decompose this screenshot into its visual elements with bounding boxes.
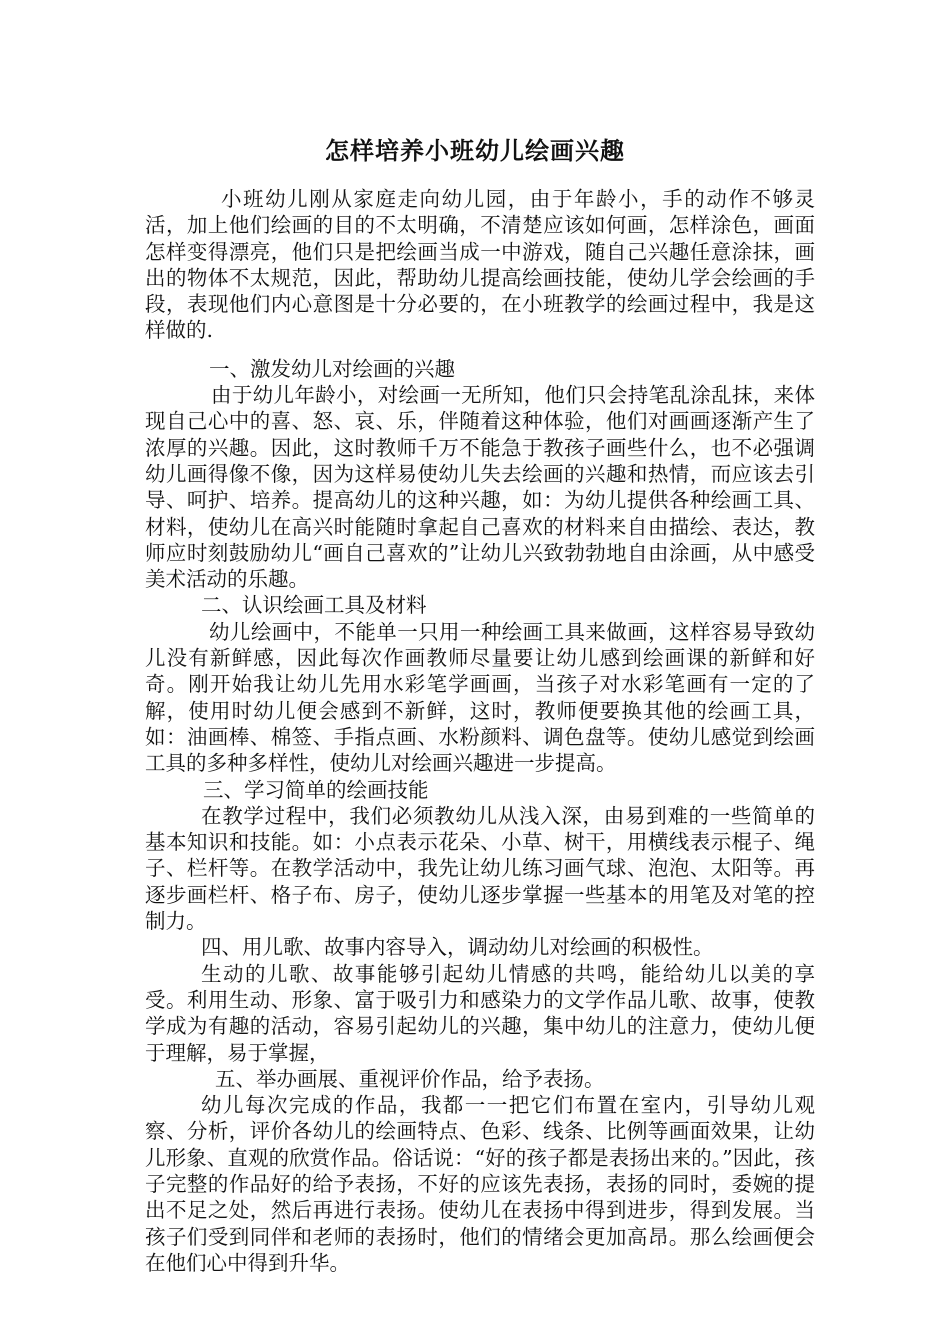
section-heading: 二、认识绘画工具及材料 [201, 593, 427, 618]
section-3 [145, 777, 815, 935]
section-2 [145, 592, 815, 776]
section-paragraph: 幼儿每次完成的作品，我都一一把它们布置在室内，引导幼儿观察、分析，评价各幼儿的绘画特点、色彩、线条、比例等画面效果，让幼儿形象、直观的欣赏作品。俗话说：“好的孩子都是表扬出来的。”因此，孩子完整的作品好的给予表扬，不好的应该先表扬，表扬的同时，委婉的提出不足之处，然后再进行表扬。使幼儿在表扬中得到进步，得到发展。当孩子们受到同伴和老师的表扬时，他们的情绪会更加高昂。那么绘画便会在他们心中得到升华。 [145, 1093, 815, 1275]
section-paragraph: 幼儿绘画中，不能单一只用一种绘画工具来做画，这样容易导致幼儿没有新鲜感，因此每次作画教师尽量要让幼儿感到绘画课的新鲜和好奇。刚开始我让幼儿先用水彩笔学画画，当孩子对水彩笔画有一定的了解，使用时幼儿便会感到不新鲜，这时，教师便要换其他的绘画工具，如：油画棒、棉签、手指点画、水粉颜料、调色盘等。使幼儿感觉到绘画工具的多种多样性，使幼儿对绘画兴趣进一步提高。 [145, 619, 815, 776]
intro-paragraph: 小班幼儿刚从家庭走向幼儿园，由于年龄小，手的动作不够灵活，加上他们绘画的目的不太明确，不清楚应该如何画，怎样涂色，画面怎样变得漂亮，他们只是把绘画当成一中游戏，随自己兴趣任意涂抹，画出的物体不太规范，因此，帮助幼儿提高绘画技能，使幼儿学会绘画的手段，表现他们内心意图是十分必要的，在小班教学的绘画过程中，我是这样做的. [145, 187, 815, 343]
section-4 [145, 934, 815, 1065]
section-1 [145, 356, 815, 593]
section-heading: 五、举办画展、重视评价作品，给予表扬。 [215, 1066, 605, 1091]
section-heading: 三、学习简单的绘画技能 [203, 777, 429, 802]
document-title: 怎样培养小班幼儿绘画兴趣 [325, 136, 625, 165]
section-paragraph: 在教学过程中，我们必须教幼儿从浅入深，由易到难的一些简单的基本知识和技能。如：小点表示花朵、小草、树干，用横线表示棍子、绳子、栏杆等。在教学活动中，我先让幼儿练习画气球、泡泡、太阳等。再逐步画栏杆、格子布、房子，使幼儿逐步掌握一些基本的用笔及对笔的控制力。 [145, 803, 815, 934]
section-heading: 一、激发幼儿对绘画的兴趣 [209, 356, 455, 381]
document-body [145, 186, 815, 1276]
section-paragraph: 由于幼儿年龄小，对绘画一无所知，他们只会持笔乱涂乱抹，来体现自己心中的喜、怒、哀、乐，伴随着这种体验，他们对画画逐渐产生了浓厚的兴趣。因此，这时教师千万不能急于教孩子画些什么，也不必强调幼儿画得像不像，因为这样易使幼儿失去绘画的兴趣和热情，而应该去引导、呵护、培养。提高幼儿的这种兴趣，如：为幼儿提供各种绘画工具、材料，使幼儿在高兴时能随时拿起自己喜欢的材料来自由描绘、表达，教师应时刻鼓励幼儿“画自己喜欢的”让幼儿兴致勃勃地自由涂画，从中感受美术活动的乐趣。 [145, 383, 815, 592]
section-heading: 四、用儿歌、故事内容导入，调动幼儿对绘画的积极性。 [201, 935, 714, 960]
section-5 [145, 1066, 815, 1276]
section-paragraph: 生动的儿歌、故事能够引起幼儿情感的共鸣，能给幼儿以美的享受。利用生动、形象、富于吸引力和感染力的文学作品儿歌、故事，使教学成为有趣的活动，容易引起幼儿的兴趣，集中幼儿的注意力，使幼儿便于理解，易于掌握， [145, 961, 815, 1065]
